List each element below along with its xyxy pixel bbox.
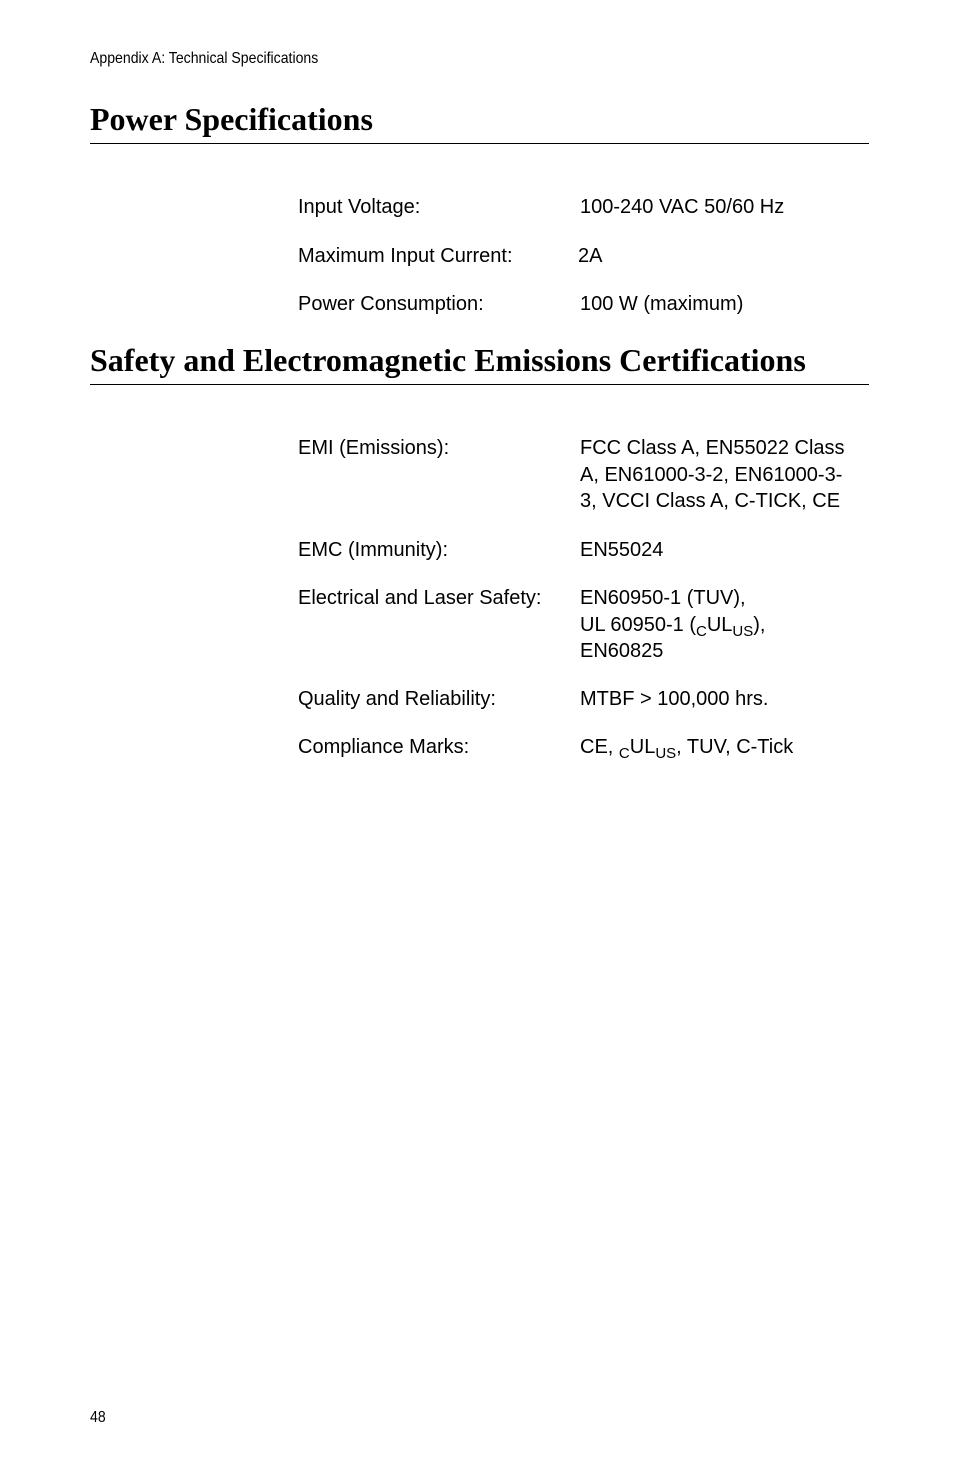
spec-label: Maximum Input Current: xyxy=(298,245,513,267)
spec-value: 100 W (maximum) xyxy=(580,293,744,315)
spec-label: EMC (Immunity): xyxy=(298,539,448,561)
subscript-c: C xyxy=(618,745,630,762)
page-number: 48 xyxy=(90,1409,106,1426)
spec-value: MTBF > 100,000 hrs. xyxy=(580,688,769,710)
spec-text: UL 60950-1 ( xyxy=(580,613,696,636)
spec-label: Electrical and Laser Safety: xyxy=(298,587,542,609)
section-title-power: Power Specifications xyxy=(90,101,869,144)
subscript-c: C xyxy=(696,622,707,640)
subscript-us: US xyxy=(655,745,677,762)
spec-label: Power Consumption: xyxy=(298,293,484,315)
spec-value-line: 3, VCCI Class A, C-TICK, CE xyxy=(580,490,841,512)
spec-value-line: FCC Class A, EN55022 Class xyxy=(580,437,845,459)
subscript-us: US xyxy=(732,622,754,640)
spec-text: CE, xyxy=(580,736,619,758)
spec-text: ), xyxy=(753,613,766,636)
spec-value xyxy=(580,585,870,665)
spec-text: , TUV, C-Tick xyxy=(676,736,794,758)
spec-value-line: EN60825 xyxy=(580,640,664,662)
running-header: Appendix A: Technical Specifications xyxy=(90,50,319,67)
spec-label: Input Voltage: xyxy=(298,196,421,218)
spec-value xyxy=(580,435,870,515)
spec-value-line: EN60950-1 (TUV), xyxy=(580,587,746,609)
spec-label: Compliance Marks: xyxy=(298,736,470,758)
spec-value-line: A, EN61000-3-2, EN61000-3- xyxy=(580,463,843,486)
ul-mark-text: UL xyxy=(706,613,733,636)
spec-value-line xyxy=(580,612,870,639)
ul-mark-text: UL xyxy=(629,736,656,758)
spec-label: Quality and Reliability: xyxy=(298,688,496,710)
spec-value: EN55024 xyxy=(580,539,664,561)
spec-value xyxy=(580,734,870,761)
spec-value: 100-240 VAC 50/60 Hz xyxy=(580,196,785,218)
spec-label: EMI (Emissions): xyxy=(298,437,450,459)
spec-value: 2A xyxy=(578,245,603,267)
section-title-safety: Safety and Electromagnetic Emissions Certifications xyxy=(90,342,869,385)
